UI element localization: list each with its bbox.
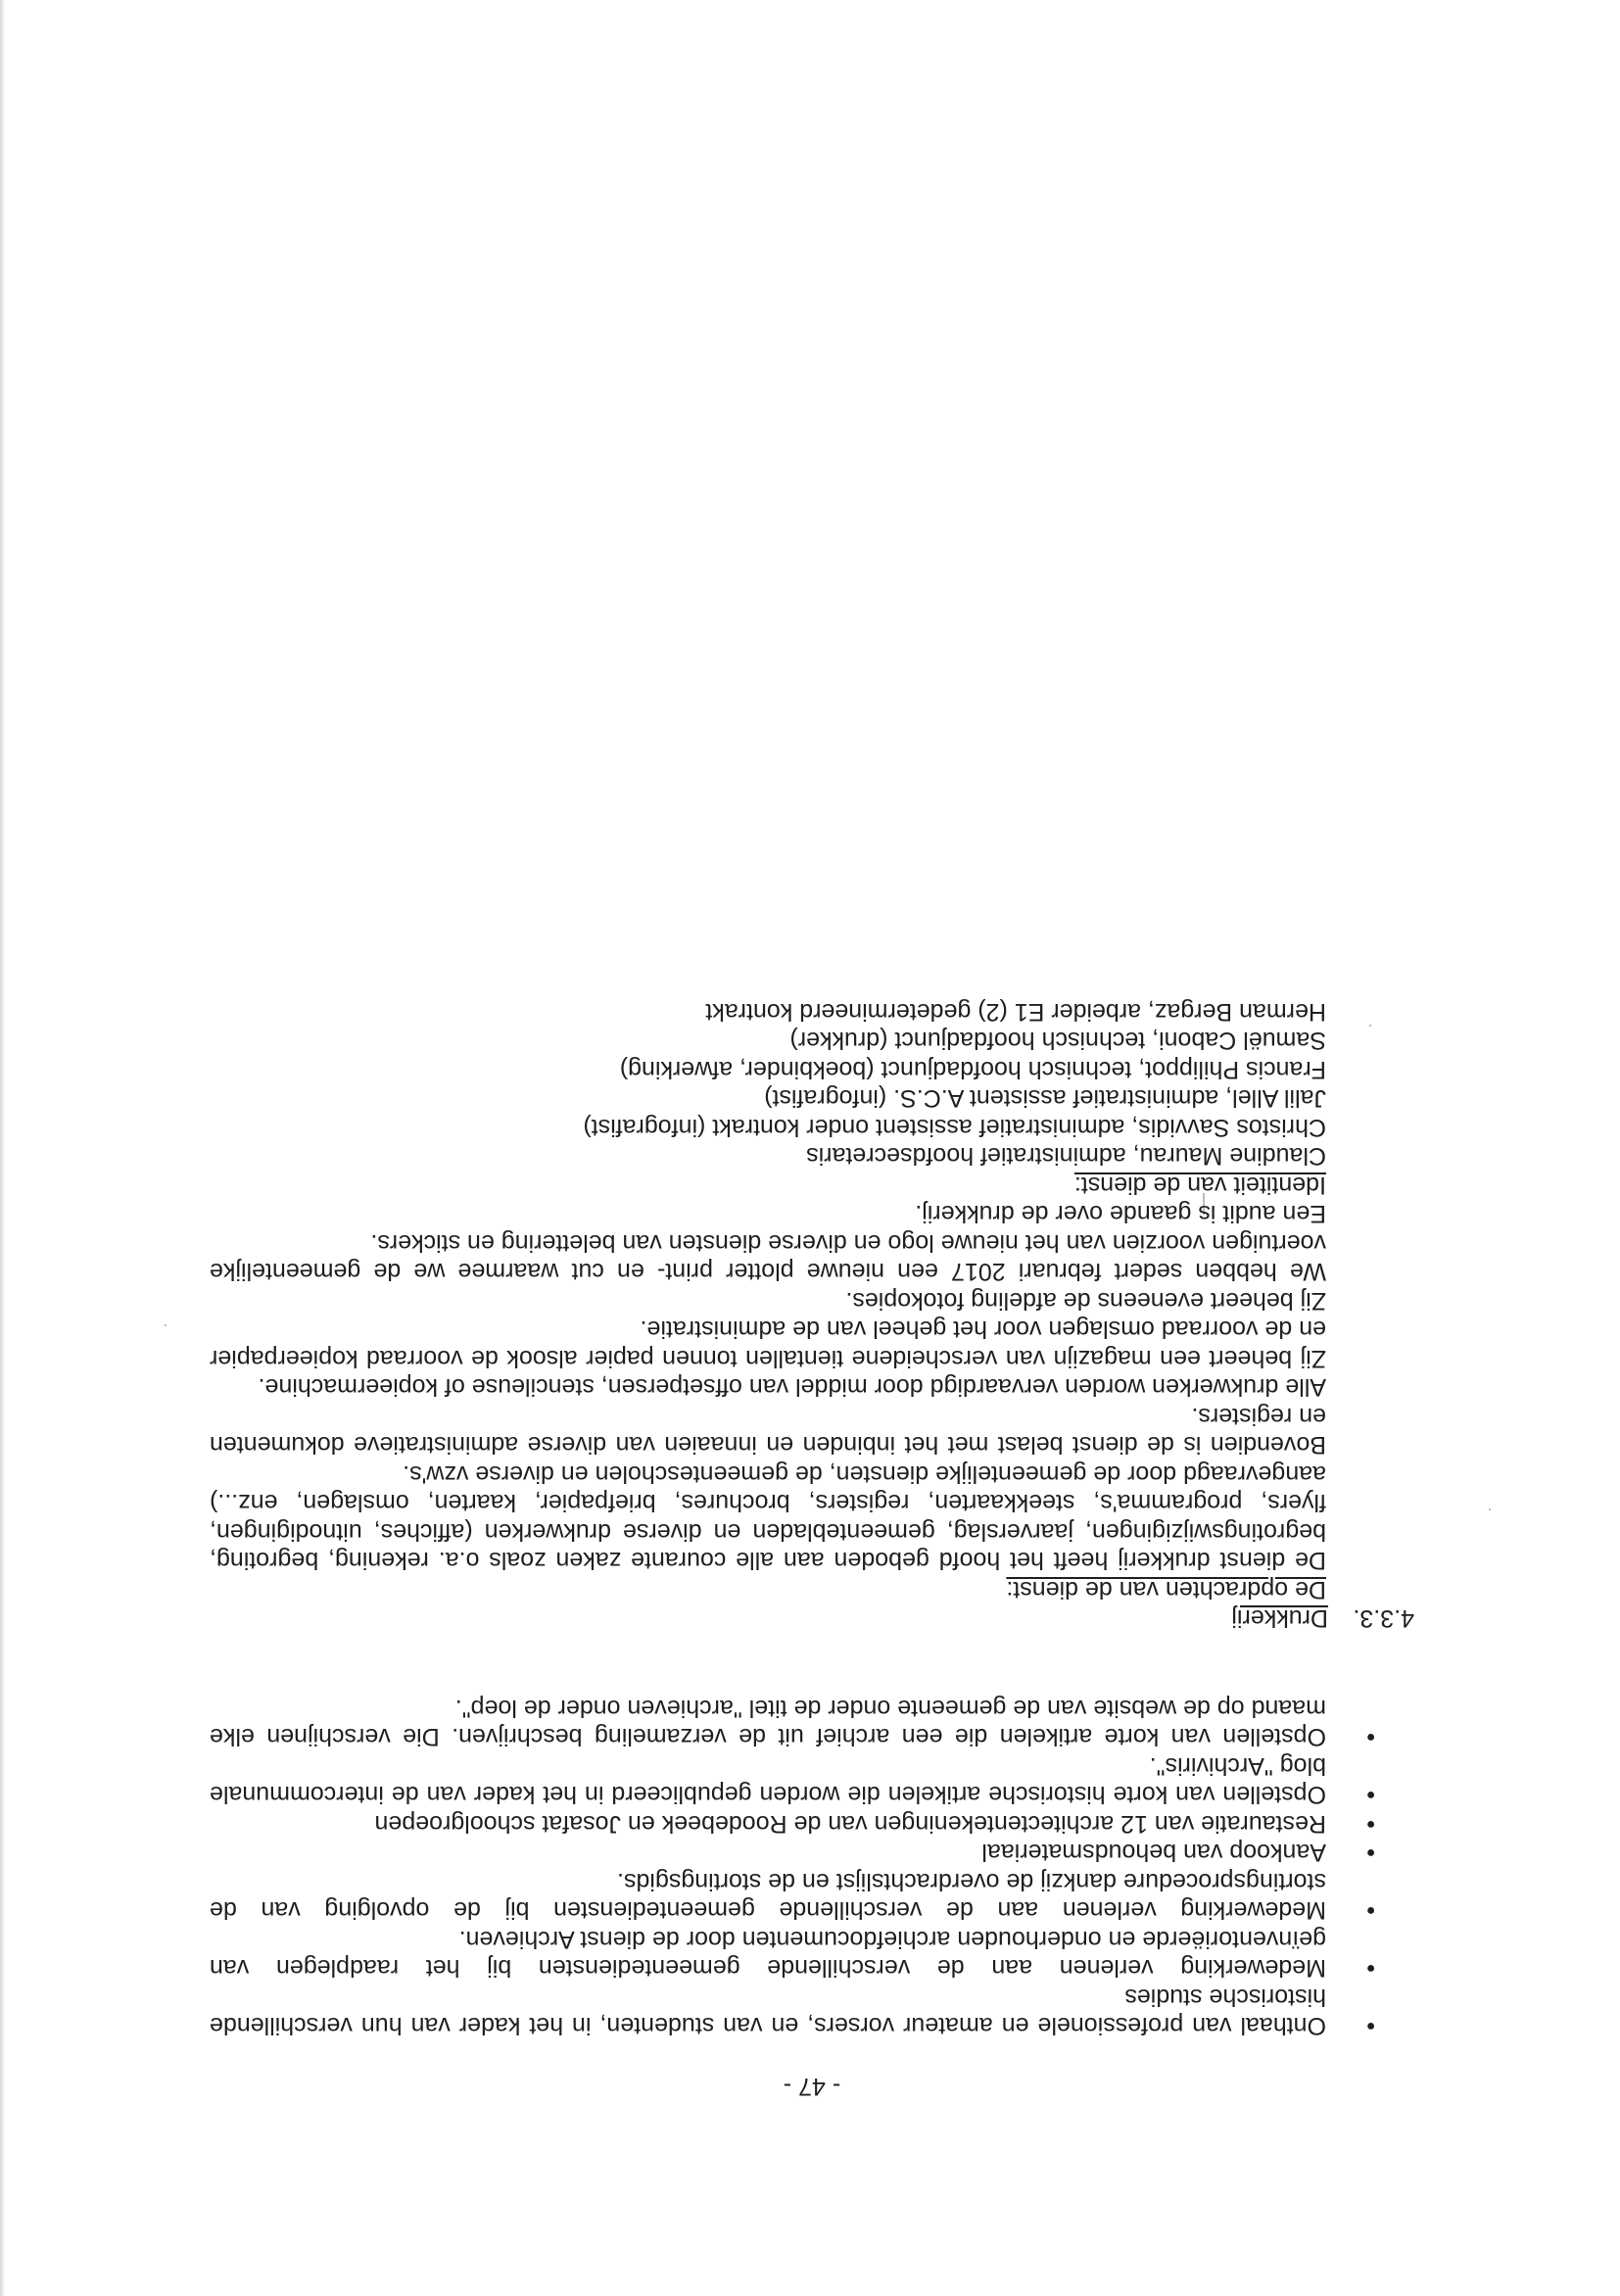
tasks-heading: De opdrachten van de dienst: (1006, 1576, 1326, 1603)
staff-member: Francis Philippot, technisch hoofdadjunct (boekbinder, afwerking) (619, 1056, 1326, 1083)
bullet-list (210, 1694, 1414, 2040)
paragraph: De dienst drukkerij heeft het hoofd geboden aan alle courante zaken zoals o.a. rekening, begroting, begrotingswijzigingen, jaarverslag, gemeentebladen en diverse drukwerken (affiches, uitnodigingen, flyers, programma's, steekkaarten, registers, brochures, briefpapier, kaarten, omslagen, enz...) aangevraagd door de gemeentelijke diensten, de gemeentescholen en diverse vzw's. (210, 1460, 1326, 1575)
list-item: • Medewerking verlenen aan de verschillende gemeentediensten bij het raadplegen van geïnventoriëerde en onderhouden archiefdocumenten door de dienst Archieven. (210, 1925, 1414, 1983)
section-body (210, 997, 1326, 1604)
section-heading (210, 1603, 1414, 1633)
page-number: - 47 - (783, 2073, 841, 2100)
page-content (210, 997, 1414, 2101)
list-item: • Restauratie van 12 architectentekeningen van de Roodebeek en Josafat schoolgroepen (210, 1809, 1414, 1839)
staff-member: Samuël Caboni, technisch hoofdadjunct (drukker) (789, 1027, 1326, 1055)
staff-member: Claudine Maurau, administratief hoofdsecretaris (806, 1142, 1326, 1171)
section-title: Drukkerij (1231, 1604, 1328, 1633)
paragraph: Zij beheert eveneens de afdeling fotokopies. (845, 1287, 1326, 1315)
paragraph: Zij beheert een magazijn van verscheidene tientallen tonnen papier alsook de voorraad kopieerpapier en de voorraad omslagen voor het geheel van de administratie. (210, 1315, 1326, 1372)
list-item: • Aankoop van behoudsmateriaal (210, 1838, 1414, 1867)
paragraph: Bovendien is de dienst belast met het inbinden en innaaien van diverse administratieve dokumenten en registers. (210, 1403, 1326, 1459)
staff-member: Christos Savvidis, administratief assistent onder kontrakt (infografist) (583, 1114, 1326, 1141)
staff-member: Herman Bergaz, arbeider E1 (2) gedetermineerd kontrakt (705, 998, 1326, 1026)
list-item: • Opstellen van korte historische artikelen die worden gepubliceerd in het kader van de intercommunale blog "Archiviris". (210, 1751, 1414, 1809)
paragraph: Alle drukwerken worden vervaardigd door middel van offsetpersen, stencileuse of kopieermachine. (258, 1373, 1326, 1402)
paragraph: We hebben sedert februari 2017 een nieuwe plotter print- en cut waarmee we de gemeentelijke voertuigen voorzien van het nieuwe logo en diverse diensten van belettering en stickers. (210, 1229, 1326, 1286)
list-item: • Medewerking verlenen aan de verschillende gemeentediensten bij de opvolging van de stortingsprocedure dankzij de overdrachtslijst en de stortingsgids. (210, 1867, 1414, 1925)
staff-member: Jalil Allel, administratief assistent A.C.S. (infografist) (764, 1084, 1326, 1113)
section-number: 4.3.3. (1353, 1604, 1414, 1633)
list-item: • Opstellen van korte artikelen die een archief uit de verzameling beschrijven. Die verschijnen elke maand op de website van de gemeente onder de titel "archieven onder de loep". (210, 1694, 1414, 1751)
identity-heading: Identiteit van de dienst: (1073, 1172, 1326, 1199)
list-item: • Onthaal van professionele en amateur vorsers, en van studenten, in het kader van hun verschillende historische studies (210, 1983, 1414, 2040)
paragraph: Een audit is gaande over de drukkerij. (915, 1200, 1326, 1228)
